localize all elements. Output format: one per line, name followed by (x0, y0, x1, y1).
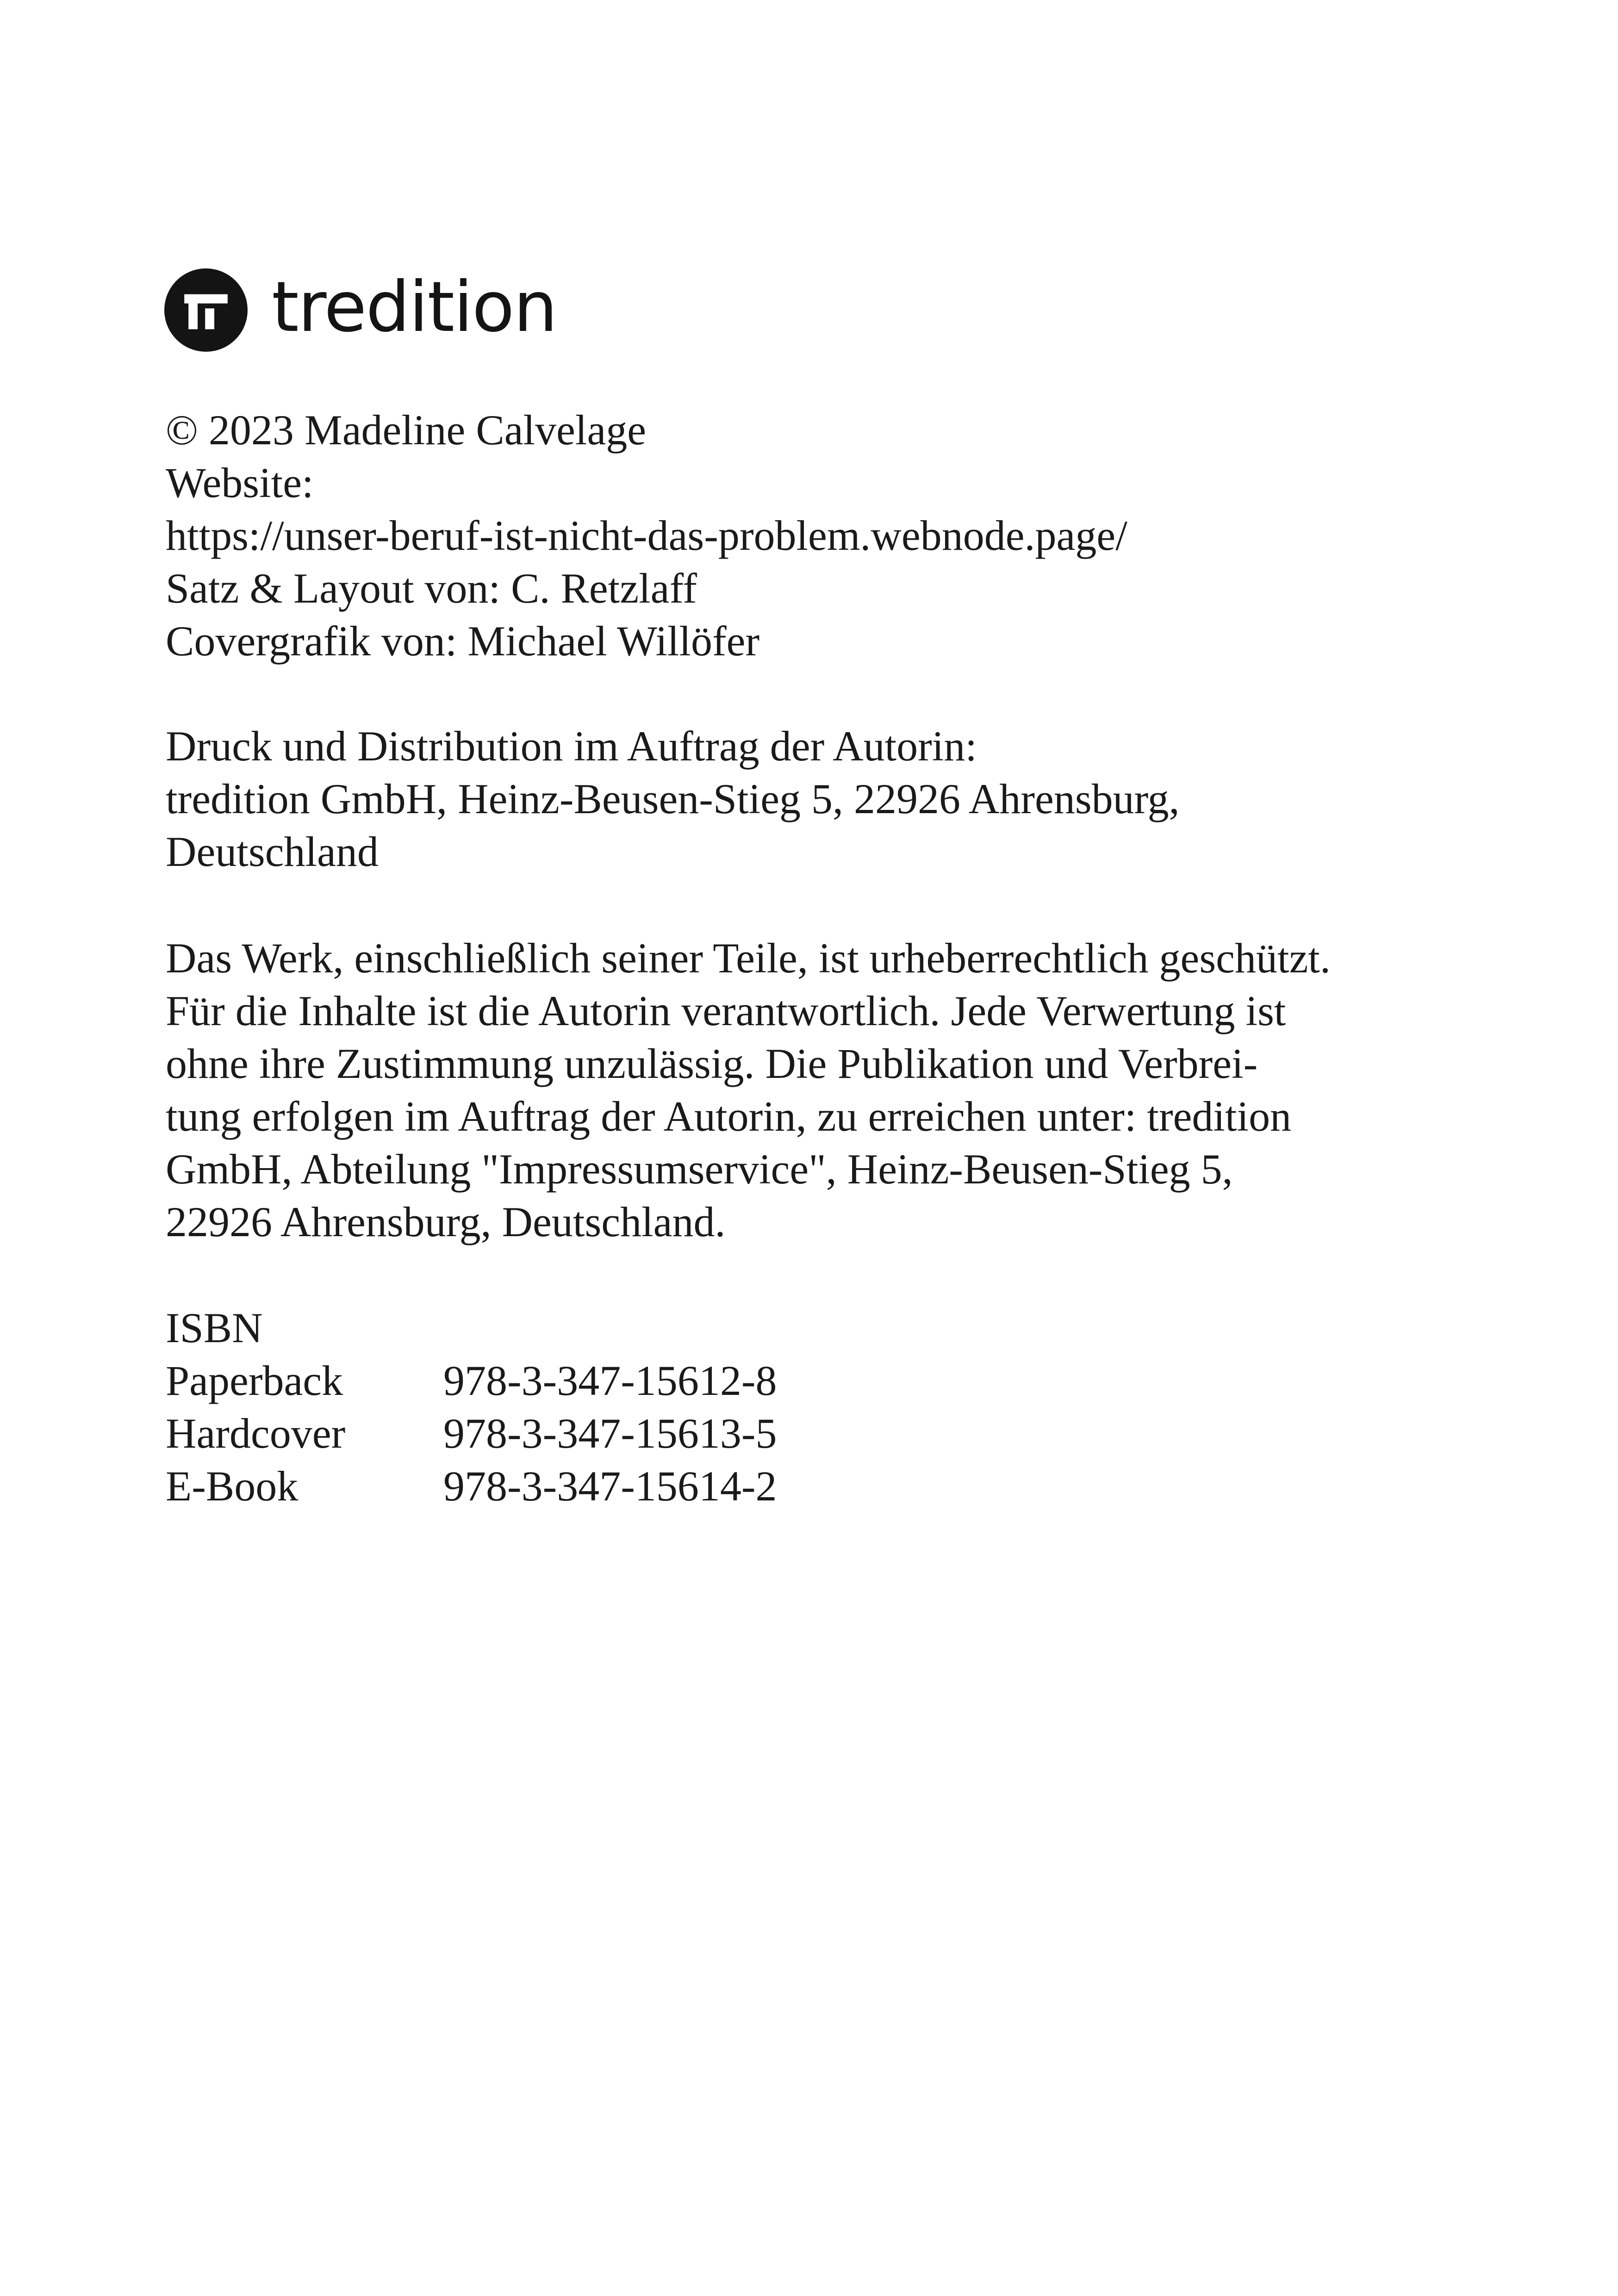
isbn-format-label: Paperback (166, 1357, 343, 1404)
legal-line: GmbH, Abteilung "Impressumservice", Heinz-Beusen-Stieg 5, (166, 1145, 1233, 1193)
print-line: Deutschland (166, 828, 379, 875)
isbn-heading: ISBN (166, 1304, 263, 1351)
isbn-row (166, 1354, 1462, 1407)
legal-line: Das Werk, einschließlich seiner Teile, ist urheberrechtlich geschützt. (166, 934, 1331, 982)
logo-wordmark: tredition (272, 267, 557, 348)
website-url: https://unser-beruf-ist-nicht-das-problem.webnode.page/ (166, 512, 1127, 559)
legal-line: Für die Inhalte ist die Autorin verantwortlich. Jede Verwertung ist (166, 987, 1286, 1034)
cover-credit: Covergrafik von: Michael Willöfer (166, 617, 760, 665)
isbn-block (166, 1301, 1462, 1512)
isbn-format-label: Hardcover (166, 1410, 346, 1457)
legal-line: ohne ihre Zustimmung unzulässig. Die Publikation und Verbrei- (166, 1040, 1258, 1087)
website-label: Website: (166, 459, 314, 506)
legal-notice (166, 932, 1462, 1248)
isbn-number: 978-3-347-15613-5 (443, 1410, 777, 1457)
legal-line: tung erfolgen im Auftrag der Autorin, zu erreichen unter: tredition (166, 1093, 1292, 1140)
print-distribution-block (166, 720, 1462, 878)
isbn-row (166, 1460, 1462, 1512)
copyright-line: © 2023 Madeline Calvelage (166, 406, 647, 454)
isbn-number: 978-3-347-15612-8 (443, 1357, 777, 1404)
tredition-logo-icon (164, 268, 248, 352)
isbn-number: 978-3-347-15614-2 (443, 1462, 777, 1510)
print-line: tredition GmbH, Heinz-Beusen-Stieg 5, 22926 Ahrensburg, (166, 775, 1180, 822)
isbn-row (166, 1407, 1462, 1460)
publisher-logo (164, 268, 557, 352)
print-line: Druck und Distribution im Auftrag der Autorin: (166, 722, 977, 770)
isbn-format-label: E-Book (166, 1462, 299, 1510)
imprint-block (166, 404, 1462, 667)
legal-line: 22926 Ahrensburg, Deutschland. (166, 1198, 726, 1245)
layout-credit: Satz & Layout von: C. Retzlaff (166, 565, 697, 612)
